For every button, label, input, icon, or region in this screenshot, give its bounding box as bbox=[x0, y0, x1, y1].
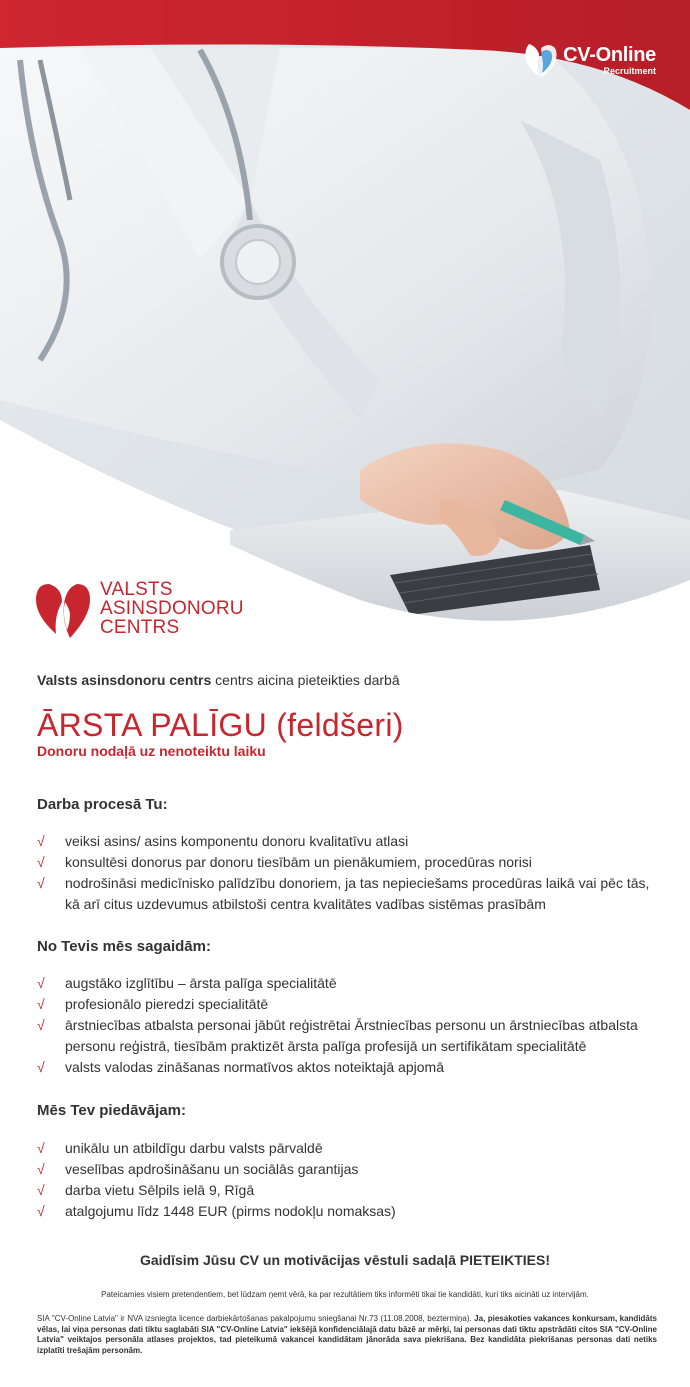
list-item: √ atalgojumu līdz 1448 EUR (pirms nodokļu nomaksas) bbox=[37, 1201, 657, 1222]
check-icon: √ bbox=[37, 1161, 45, 1177]
list-item: √ augstāko izglītību – ārsta palīga specialitātē bbox=[37, 973, 657, 994]
org-name-line2: ASINSDONORU bbox=[100, 598, 244, 619]
cv-online-sub: Recruitment bbox=[603, 65, 656, 76]
org-name-line3: CENTRS bbox=[100, 617, 180, 638]
list-item: √ unikālu un atbildīgu darbu valsts pārvaldē bbox=[37, 1138, 657, 1159]
vacancy-content bbox=[37, 672, 657, 1219]
section-heading-offer: Mēs Tev piedāvājam: bbox=[37, 1102, 186, 1119]
check-icon: √ bbox=[37, 996, 45, 1012]
doctor-laptop-illustration bbox=[0, 0, 690, 660]
check-icon: √ bbox=[37, 975, 45, 991]
list-item: √ konsultēsi donorus par donoru tiesībām un pienākumiem, procedūras norisi bbox=[37, 852, 657, 873]
fine-print-notice: Pateicamies visiem pretendentiem, bet lūdzam ņemt vērā, ka par rezultātiem tiks informēti tikai tie kandidāti, kuri tiks aicināti uz intervijām. bbox=[101, 1290, 589, 1299]
license-text: SIA "CV-Online Latvia" ir NVA izsniegta licence darbiekārtošanas pakalpojumu sniegšanai Nr.73 (11.08.2008, beztermiņa). bbox=[37, 1314, 475, 1323]
check-icon: √ bbox=[37, 1203, 45, 1219]
list-item: √ ārstniecības atbalsta personai jābūt reģistrētai Ārstniecības personu un ārstniecības atbalsta personu reģistrā, tiesībām praktizēt ārsta palīga profesijā un sertifikātam specialitātē bbox=[37, 1017, 638, 1054]
intro-org: Valsts asinsdonoru centrs bbox=[37, 672, 212, 688]
list-item: √ valsts valodas zināšanas normatīvos aktos noteiktajā apjomā bbox=[37, 1057, 657, 1078]
offer-list bbox=[37, 1138, 657, 1222]
cv-online-logo bbox=[523, 40, 656, 80]
duties-list bbox=[37, 831, 657, 915]
list-item: √ veselības apdrošināšanu un sociālās garantijas bbox=[37, 1159, 657, 1180]
vadc-logo bbox=[34, 580, 244, 642]
check-icon: √ bbox=[37, 833, 45, 849]
check-icon: √ bbox=[37, 1059, 45, 1075]
fine-print-license bbox=[37, 1314, 657, 1356]
requirements-list bbox=[37, 973, 657, 1078]
check-icon: √ bbox=[37, 1140, 45, 1156]
intro-line bbox=[37, 672, 657, 688]
intro-rest: centrs aicina pieteikties darbā bbox=[211, 672, 400, 688]
list-item: √ nodrošināsi medicīnisko palīdzību donoriem, ja tas nepieciešams procedūras laikā vai pēc tās, kā arī citus uzdevumus atbilstoši centra kvalitātes vadības sistēmas prasībām bbox=[37, 875, 650, 912]
hero-photo bbox=[0, 0, 690, 660]
job-subtitle: Donoru nodaļā uz nenoteiktu laiku bbox=[37, 743, 266, 759]
section-heading-requirements: No Tevis mēs sagaidām: bbox=[37, 938, 211, 955]
check-icon: √ bbox=[37, 1017, 45, 1033]
call-to-action: Gaidīsim Jūsu CV un motivācijas vēstuli sadaļā PIETEIKTIES! bbox=[139, 1252, 551, 1268]
cv-online-name: CV-Online bbox=[563, 43, 656, 66]
consent-text: Ja, piesakoties vakances konkursam, kandidāts vēlas, lai viņa personas dati tiktu saglabāti SIA "CV-Online Latvia" iekšējā konfidenciālajā datu bāzē ar mērķi, lai personas dati tiktu apstrādāti citos SIA "CV-Online Latvia" veiktajos personāla atlases projektos, tad pieteikumā vakancei kandidātam jānorāda sava piekrišana. Bez kandidāta piekrišanas personas dati netiks izplatīti trešajām personām. bbox=[37, 1314, 657, 1355]
job-title: ĀRSTA PALĪGU (feldšeri) bbox=[37, 707, 404, 743]
check-icon: √ bbox=[37, 854, 45, 870]
list-item: √ profesionālo pieredzi specialitātē bbox=[37, 994, 657, 1015]
list-item: √ veiksi asins/ asins komponentu donoru kvalitatīvu atlasi bbox=[37, 831, 657, 852]
list-item: √ darba vietu Sēlpils ielā 9, Rīgā bbox=[37, 1180, 657, 1201]
check-icon: √ bbox=[37, 875, 45, 891]
check-icon: √ bbox=[37, 1182, 45, 1198]
blood-drop-heart-icon bbox=[34, 580, 92, 642]
section-heading-duties: Darba procesā Tu: bbox=[37, 796, 168, 813]
org-name-line1: VALSTS bbox=[100, 579, 173, 600]
cv-online-heart-icon bbox=[523, 40, 559, 80]
